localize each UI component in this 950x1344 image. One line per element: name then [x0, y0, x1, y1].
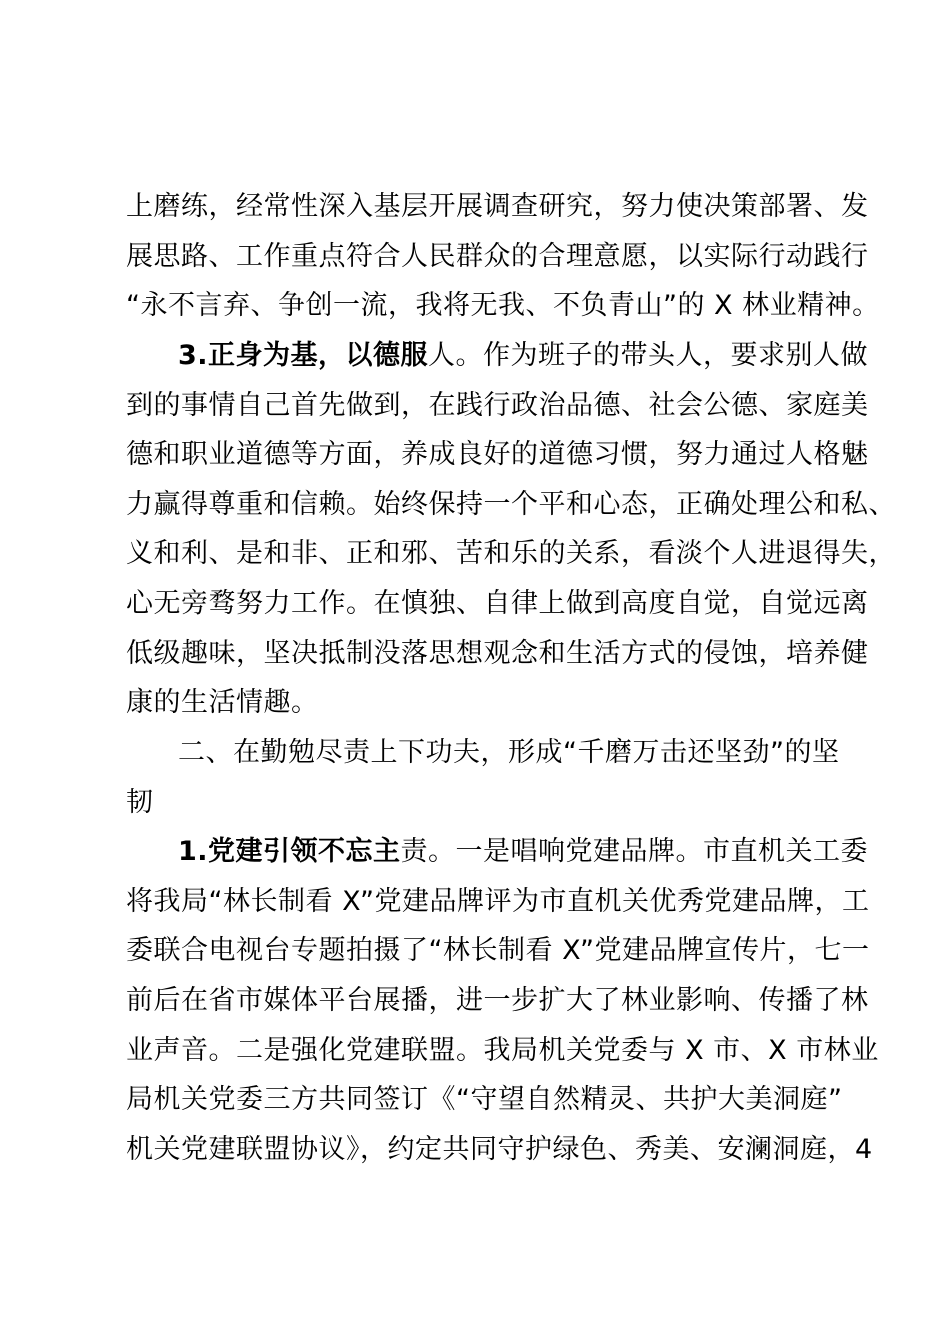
paragraph-line: 德和职业道德等方面，养成良好的道德习惯，努力通过人格魅	[126, 439, 869, 470]
paragraph-line: 委联合电视台专题拍摄了“林长制看 X”党建品牌宣传片，七一	[126, 935, 870, 966]
paragraph-line: 低级趣味，坚决抵制没落思想观念和生活方式的侵蚀，培养健	[126, 638, 869, 669]
paragraph-line: 康的生活情趣。	[126, 687, 319, 718]
paragraph-text: 责。一是唱响党建品牌。市直机关工委	[400, 836, 869, 867]
section-title: 二、在勤勉尽责上下功夫，形成“千磨万击还坚劲”的坚	[178, 737, 840, 768]
paragraph-line: 心无旁骛努力工作。在慎独、自律上做到高度自觉，自觉远离	[126, 588, 869, 619]
paragraph-line: 展思路、工作重点符合人民群众的合理意愿，以实际行动践行	[126, 241, 869, 272]
paragraph-line	[178, 338, 918, 374]
paragraph-line: 前后在省市媒体平台展播，进一步扩大了林业影响、传播了林	[126, 985, 869, 1016]
section-title-continued: 韧	[126, 787, 154, 818]
paragraph-line	[178, 834, 918, 870]
paragraph-line: 机关党建联盟协议》，约定共同守护绿色、秀美、安澜洞庭，4	[126, 1134, 873, 1165]
paragraph-text: 人。作为班子的带头人，要求别人做	[428, 340, 869, 371]
paragraph-line: 业声音。二是强化党建联盟。我局机关党委与 X 市、X 市林业	[126, 1035, 879, 1066]
paragraph-line: 力赢得尊重和信赖。始终保持一个平和心态，正确处理公和私、	[126, 489, 896, 520]
section-heading: 3.正身为基，以德服	[178, 340, 429, 371]
paragraph-line: 义和利、是和非、正和邪、苦和乐的关系，看淡个人进退得失，	[126, 538, 896, 569]
paragraph-line: 到的事情自己首先做到，在践行政治品德、社会公德、家庭美	[126, 390, 869, 421]
paragraph-line: “永不言弃、争创一流，我将无我、不负青山”的 X 林业精神。	[126, 290, 880, 321]
section-heading: 1.党建引领不忘主	[178, 836, 401, 867]
paragraph-line: 将我局“林长制看 X”党建品牌评为市直机关优秀党建品牌，工	[126, 886, 870, 917]
paragraph-line: 局机关党委三方共同签订《“守望自然精灵、共护大美洞庭”	[126, 1084, 843, 1115]
paragraph-line: 上磨练，经常性深入基层开展调查研究，努力使决策部署、发	[126, 191, 869, 222]
